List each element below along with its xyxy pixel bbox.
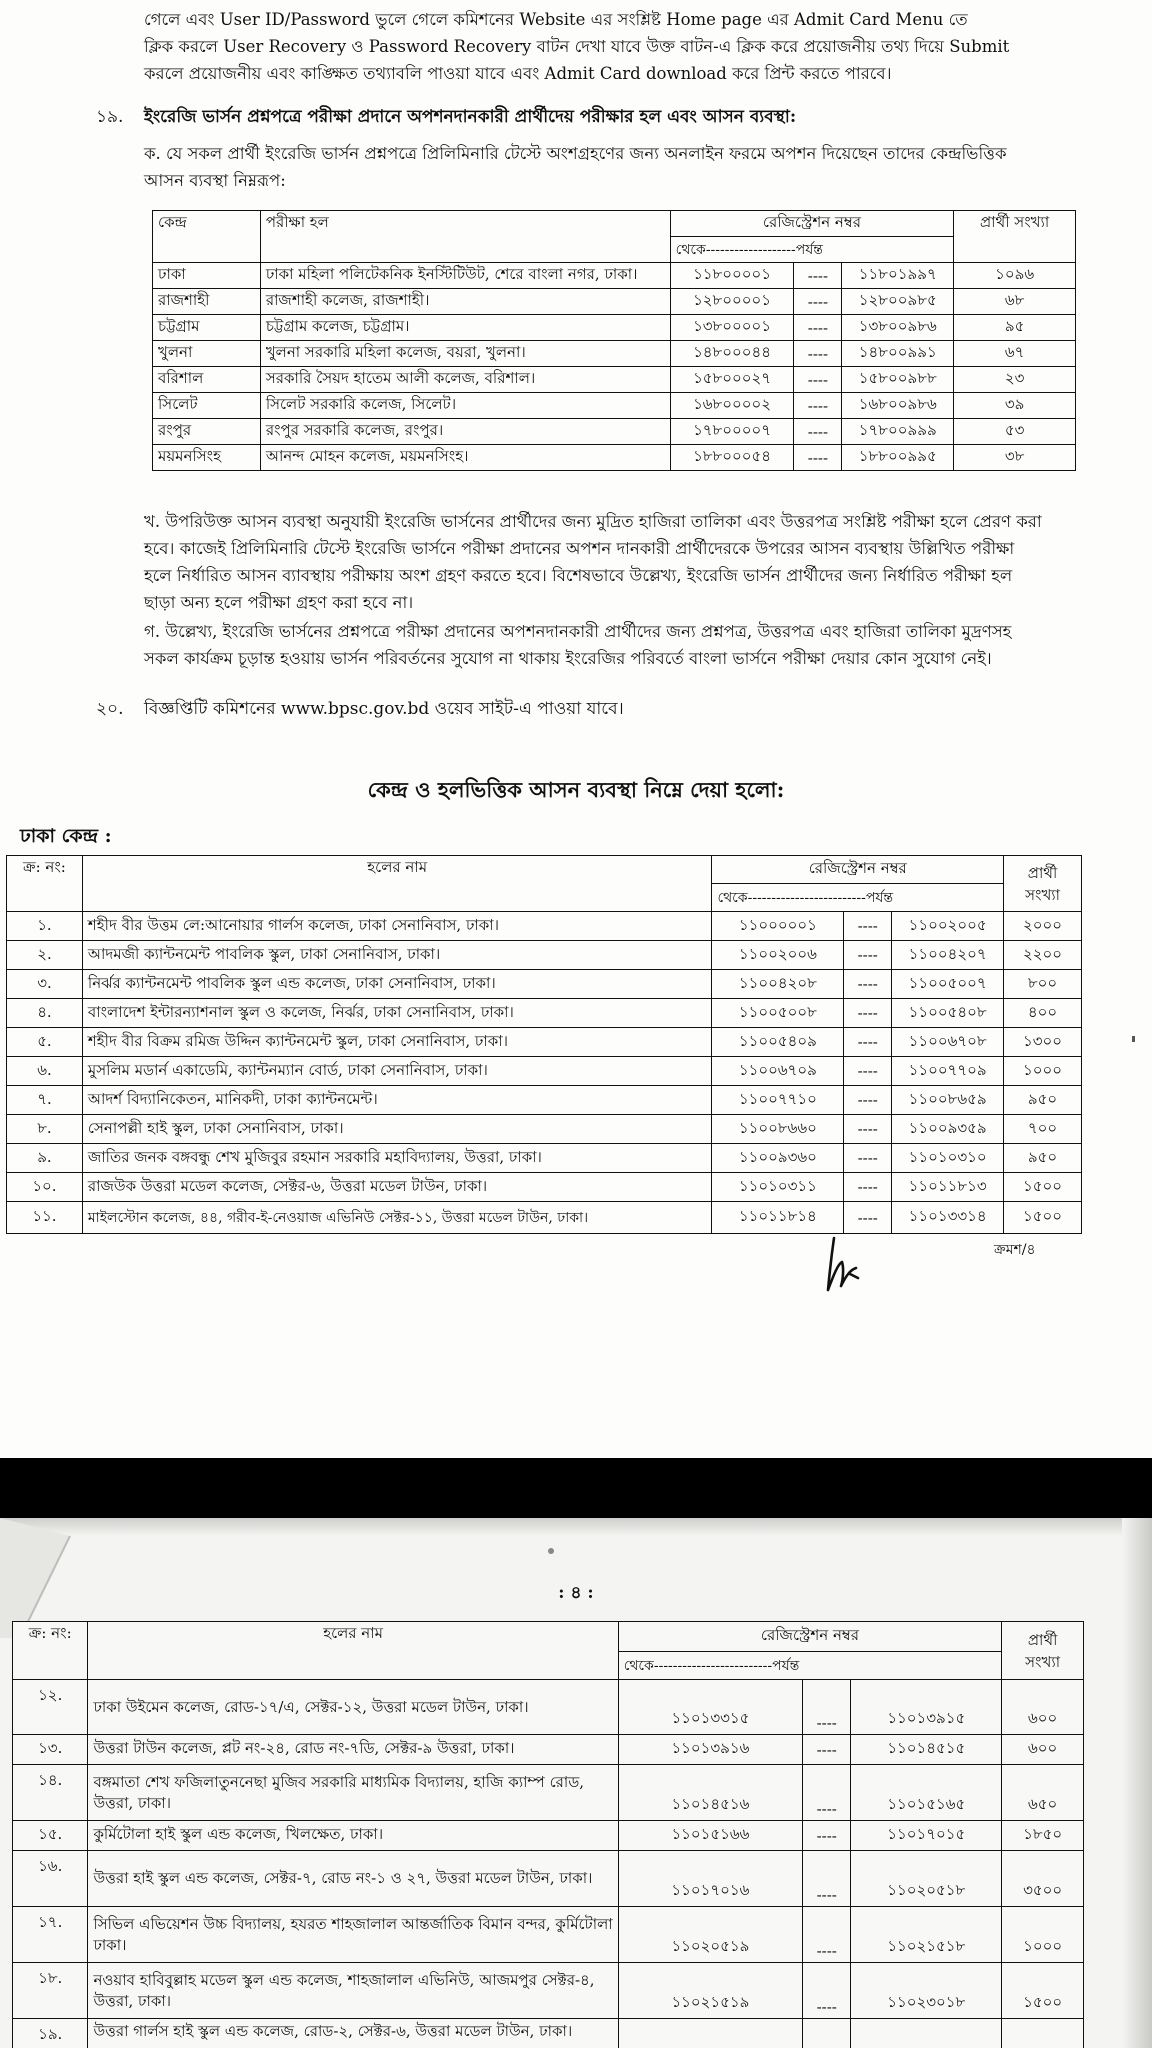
cell-dash: ---- — [844, 912, 892, 941]
cell-to: ১১০২১৫১৮ — [851, 1907, 1002, 1963]
cell-hall: রাজউক উত্তরা মডেল কলেজ, সেক্টর-৬, উত্তরা মডেল টাউন, ঢাকা। — [82, 1173, 712, 1202]
cell-center: ঢাকা — [153, 263, 261, 289]
table-row — [153, 263, 1076, 289]
cell-hall: বঙ্গমাতা শেখ ফজিলাতুননেছা মুজিব সরকারি মাধ্যমিক বিদ্যালয়, হাজি ক্যাম্প রোড, উত্তরা, ঢাকা। — [88, 1765, 618, 1821]
cell-hall: সেনাপল্লী হাই স্কুল, ঢাকা সেনানিবাস, ঢাকা। — [82, 1115, 712, 1144]
section-19-ka — [144, 140, 1084, 194]
cell-to: ১১০১০৩১০ — [892, 1144, 1004, 1173]
section-20-number: ২০. — [96, 699, 124, 719]
cell-from: ১১০০৫০০৮ — [712, 999, 844, 1028]
cell-hall: খুলনা সরকারি মহিলা কলেজ, বয়রা, খুলনা। — [260, 341, 670, 367]
cell-center: চট্টগ্রাম — [153, 315, 261, 341]
kha-line4: ছাড়া অন্য হলে পরীক্ষা গ্রহণ করা হবে না। — [144, 593, 414, 612]
dhaka-center-label: ঢাকা কেন্দ্র : — [20, 825, 112, 847]
cell-dash: ---- — [844, 1057, 892, 1086]
cell-from: ১৮৮০০০৫৪ — [670, 445, 794, 471]
table-row — [13, 1821, 1084, 1851]
cell-to: ১১০০৫০০৭ — [892, 970, 1004, 999]
cell-serial: ৭. — [7, 1086, 83, 1115]
cell-serial: ১৫. — [13, 1821, 88, 1851]
cell-dash: ---- — [803, 1851, 851, 1907]
cell-count: ৬৭ — [954, 341, 1076, 367]
cell-hall: কুর্মিটোলা হাই স্কুল এন্ড কলেজ, খিলক্ষেত, ঢাকা। — [88, 1821, 618, 1851]
page-2-top-shade — [0, 1518, 1152, 1536]
cell-dash: ---- — [794, 289, 842, 315]
cell-dash: ---- — [803, 1907, 851, 1963]
cell-to: ১১০০৫৪০৮ — [892, 999, 1004, 1028]
header-serial: ক্র: নং: — [13, 1622, 88, 1680]
cell-to: ১৭৮০০৯৯৯ — [842, 419, 954, 445]
cell-count: ৭০০ — [1004, 1115, 1082, 1144]
table-row — [153, 315, 1076, 341]
header-hall-name: হলের নাম — [82, 856, 712, 912]
cell-hall: মুসলিম মডার্ন একাডেমি, ক্যান্টনম্যান বোর্ড, ঢাকা সেনানিবাস, ঢাকা। — [82, 1057, 712, 1086]
cell-count: ১৫০০ — [1002, 1963, 1084, 2019]
header-reg: রেজিস্ট্রেশন নম্বর — [618, 1622, 1002, 1652]
cell-serial: ১. — [7, 912, 83, 941]
cell-dash: ---- — [803, 1735, 851, 1765]
cell-dash: ---- — [803, 1680, 851, 1735]
cell-serial: ৪. — [7, 999, 83, 1028]
cell-to: ১১০১৫১৬৫ — [851, 1765, 1002, 1821]
cell-count: ৫৩ — [954, 419, 1076, 445]
header-count: প্রার্থী সংখ্যা — [954, 211, 1076, 263]
cell-from: ১১০০৬৭০৯ — [712, 1057, 844, 1086]
cell-serial: ৫. — [7, 1028, 83, 1057]
table-row — [7, 1115, 1082, 1144]
page-2 — [0, 1518, 1152, 2048]
cell-hall: আদমজী ক্যান্টনমেন্ট পাবলিক স্কুল, ঢাকা সেনানিবাস, ঢাকা। — [82, 941, 712, 970]
cell-dash: ---- — [794, 445, 842, 471]
cell-count: ২৩ — [954, 367, 1076, 393]
cell-to: ১৫৮০০৯৮৮ — [842, 367, 954, 393]
cell-hall: আনন্দ মোহন কলেজ, ময়মনসিংহ। — [260, 445, 670, 471]
cell-dash: ---- — [844, 1173, 892, 1202]
cell-from: ১১০০৮৬৬০ — [712, 1115, 844, 1144]
section-19-number: ১৯. — [96, 107, 124, 127]
cell-to: ১১০২৩০১৮ — [851, 1963, 1002, 2019]
cell-hall: নির্ঝর ক্যান্টনমেন্ট পাবলিক স্কুল এন্ড কলেজ, ঢাকা সেনানিবাস, ঢাকা। — [82, 970, 712, 999]
cell-hall: রংপুর সরকারি কলেজ, রংপুর। — [260, 419, 670, 445]
ga-line2: সকল কার্যক্রম চূড়ান্ত হওয়ায় ভার্সন পরিবর্তনের সুযোগ না থাকায় ইংরেজির পরিবর্তে বাংলা ভার্সনে পরীক্ষা দেয়ার কোন সুযোগ নেই। — [144, 649, 992, 668]
cell-count: ৩৯ — [954, 393, 1076, 419]
cell-hall: রাজশাহী কলেজ, রাজশাহী। — [260, 289, 670, 315]
cell-serial: ১৯. — [13, 2019, 88, 2048]
header-range: থেকে-------------------পর্যন্ত — [670, 237, 954, 263]
signature-icon — [820, 1234, 864, 1296]
cell-to: ১১০০৭৭০৯ — [892, 1057, 1004, 1086]
cell-serial: ১৮. — [13, 1963, 88, 2019]
cell-hall: জাতির জনক বঙ্গবন্ধু শেখ মুজিবুর রহমান সরকারি মহাবিদ্যালয়, উত্তরা, ঢাকা। — [82, 1144, 712, 1173]
cell-hall: সিলেট সরকারি কলেজ, সিলেট। — [260, 393, 670, 419]
cell-from: ১৬৮০০০০২ — [670, 393, 794, 419]
header-count — [1004, 856, 1082, 912]
cell-from: ১৭৮০০০০৭ — [670, 419, 794, 445]
cell-from: ১১০০০০০১ — [712, 912, 844, 941]
ka-line1: ক. যে সকল প্রার্থী ইংরেজি ভার্সন প্রশ্নপত্রে প্রিলিমিনারি টেস্টে অংশগ্রহণের জন্য অনলাইন ফরমে অপশন দিয়েছেন তাদের কেন্দ্রভিত্তিক — [144, 144, 1007, 163]
cell-hall: বাংলাদেশ ইন্টারন্যাশনাল স্কুল ও কলেজ, নির্ঝর, ঢাকা সেনানিবাস, ঢাকা। — [82, 999, 712, 1028]
cell-serial: ১৩. — [13, 1735, 88, 1765]
table-row — [7, 970, 1082, 999]
cell-from — [618, 2019, 802, 2048]
cell-to: ১১০১১৮১৩ — [892, 1173, 1004, 1202]
cell-count: ৯৫ — [954, 315, 1076, 341]
cell-dash: ---- — [803, 1821, 851, 1851]
cell-count: ৬০০ — [1002, 1680, 1084, 1735]
cell-dash: ---- — [844, 1086, 892, 1115]
cell-to: ১৪৮০০৯৯১ — [842, 341, 954, 367]
cell-count: ১৮৫০ — [1002, 1821, 1084, 1851]
cell-count: ৮০০ — [1004, 970, 1082, 999]
cell-serial: ১০. — [7, 1173, 83, 1202]
header-count-line2: সংখ্যা — [1025, 885, 1060, 904]
cell-hall: শহীদ বীর বিক্রম রমিজ উদ্দিন ক্যান্টনমেন্ট স্কুল, ঢাকা সেনানিবাস, ঢাকা। — [82, 1028, 712, 1057]
cell-count: ১৫০০ — [1004, 1173, 1082, 1202]
cell-hall: সিভিল এভিয়েশন উচ্চ বিদ্যালয়, হযরত শাহজালাল আন্তর্জাতিক বিমান বন্দর, কুর্মিটোলা ঢাকা। — [88, 1907, 618, 1963]
cell-serial: ১৪. — [13, 1765, 88, 1821]
ka-line2: আসন ব্যবস্থা নিম্নরূপ: — [144, 171, 286, 190]
kha-line1: খ. উপরিউক্ত আসন ব্যবস্থা অনুযায়ী ইংরেজি ভার্সনের প্রার্থীদের জন্য মুদ্রিত হাজিরা তালিকা এবং উত্তরপত্র সংশ্লিষ্ট পরীক্ষা হলে প্রেরণ করা — [144, 512, 1042, 531]
cell-count: ২০০০ — [1004, 912, 1082, 941]
table-row — [7, 1057, 1082, 1086]
ga-line1: গ. উল্লেখ্য, ইংরেজি ভার্সনের প্রশ্নপত্রে পরীক্ষা প্রদানের অপশনদানকারী প্রার্থীদের জন্য প্রশ্নপত্র, উত্তরপত্র এবং হাজিরা তালিকা মুদ্রণসহ — [144, 622, 1012, 641]
cell-hall: উত্তরা টাউন কলেজ, প্লট নং-২৪, রোড নং-৭ডি, সেক্টর-৯ উত্তরা, ঢাকা। — [88, 1735, 618, 1765]
cell-hall: ঢাকা মহিলা পলিটেকনিক ইনস্টিটিউট, শেরে বাংলা নগর, ঢাকা। — [260, 263, 670, 289]
cell-from: ১২৮০০০০১ — [670, 289, 794, 315]
cell-to: ১১০০২০০৫ — [892, 912, 1004, 941]
cell-center: সিলেট — [153, 393, 261, 419]
cell-to — [851, 2019, 1002, 2048]
cell-count: ১৩০০ — [1004, 1028, 1082, 1057]
cell-hall: আদর্শ বিদ্যানিকেতন, মানিকদী, ঢাকা ক্যান্টনমেন্ট। — [82, 1086, 712, 1115]
cell-serial: ৮. — [7, 1115, 83, 1144]
cell-serial: ১১. — [7, 1202, 83, 1234]
cell-count: ১০৯৬ — [954, 263, 1076, 289]
cell-from: ১১০০৭৭১০ — [712, 1086, 844, 1115]
kha-line3: হলে নির্ধারিত আসন ব্যাবস্থায় পরীক্ষায় অংশ গ্রহণ করতে হবে। বিশেষভাবে উল্লেখ্য, ইংরেজি ভার্সন প্রার্থীদের জন্য নির্ধারিত পরীক্ষা হল — [144, 566, 1013, 585]
cell-from: ১১০১০৩১১ — [712, 1173, 844, 1202]
header-count-line1: প্রার্থী — [1027, 863, 1058, 882]
table-row — [13, 1735, 1084, 1765]
cell-from: ১১০০৫৪০৯ — [712, 1028, 844, 1057]
table-row — [13, 1765, 1084, 1821]
cell-to: ১১০০৪২০৭ — [892, 941, 1004, 970]
header-hall-name: হলের নাম — [88, 1622, 618, 1680]
cell-dash: ---- — [794, 393, 842, 419]
cell-serial: ১২. — [13, 1680, 88, 1735]
cell-from: ১১০১১৮১৪ — [712, 1202, 844, 1234]
folded-corner-icon — [0, 1518, 80, 1638]
table-row — [153, 445, 1076, 471]
cell-dash: ---- — [794, 367, 842, 393]
cell-count: ৬৮ — [954, 289, 1076, 315]
table-row — [7, 1173, 1082, 1202]
header-hall: পরীক্ষা হল — [260, 211, 670, 263]
cell-to: ১২৮০০৯৮৫ — [842, 289, 954, 315]
table-row — [13, 1907, 1084, 1963]
cell-to: ১১০১৭০১৫ — [851, 1821, 1002, 1851]
english-version-table — [152, 210, 1076, 471]
table-row — [7, 1144, 1082, 1173]
cell-count: ৬০০ — [1002, 1735, 1084, 1765]
cell-from: ১৫৮০০০২৭ — [670, 367, 794, 393]
section-19-title: ইংরেজি ভার্সন প্রশ্নপত্রে পরীক্ষা প্রদানে অপশনদানকারী প্রার্থীদেয় পরীক্ষার হল এবং আসন ব্যবস্থা: — [144, 107, 797, 127]
cell-count: ৯৫০ — [1004, 1144, 1082, 1173]
cell-hall: মাইলস্টোন কলেজ, ৪৪, গরীব-ই-নেওয়াজ এভিনিউ সেক্টর-১১, উত্তরা মডেল টাউন, ঢাকা। — [82, 1202, 712, 1234]
cell-dash: ---- — [844, 1202, 892, 1234]
cell-count — [1002, 2019, 1084, 2048]
cell-to: ১৮৮০০৯৯৫ — [842, 445, 954, 471]
table-row — [13, 2019, 1084, 2048]
cell-from: ১১০১৪৫১৬ — [618, 1765, 802, 1821]
continued-label: ক্রমশ/৪ — [994, 1242, 1036, 1258]
cell-from: ১১০১৩৩১৫ — [618, 1680, 802, 1735]
cell-to: ১৩৮০০৯৮৬ — [842, 315, 954, 341]
cell-dash: ---- — [794, 419, 842, 445]
section-20-text: বিজ্ঞপ্তিটি কমিশনের www.bpsc.gov.bd ওয়েব সাইট-এ পাওয়া যাবে। — [144, 699, 624, 719]
table-row — [153, 341, 1076, 367]
cell-dash: ---- — [844, 1028, 892, 1057]
page-number: : ৪ : — [558, 1583, 594, 1603]
cell-hall: নওয়াব হাবিবুল্লাহ মডেল স্কুল এন্ড কলেজ, শাহজালাল এভিনিউ, আজমপুর সেক্টর-৪, উত্তরা, ঢাকা। — [88, 1963, 618, 2019]
cell-hall: ঢাকা উইমেন কলেজ, রোড-১৭/এ, সেক্টর-১২, উত্তরা মডেল টাউন, ঢাকা। — [88, 1680, 618, 1735]
cell-count: ৪০০ — [1004, 999, 1082, 1028]
cell-count: ১০০০ — [1002, 1907, 1084, 1963]
cell-to: ১১০১৪৫১৫ — [851, 1735, 1002, 1765]
cell-hall: উত্তরা হাই স্কুল এন্ড কলেজ, সেক্টর-৭, রোড নং-১ ও ২৭, উত্তরা মডেল টাউন, ঢাকা। — [88, 1851, 618, 1907]
cell-hall: শহীদ বীর উত্তম লে:আনোয়ার গার্লস কলেজ, ঢাকা সেনানিবাস, ঢাকা। — [82, 912, 712, 941]
cell-dash: ---- — [803, 1765, 851, 1821]
cell-from: ১১০০৪২০৮ — [712, 970, 844, 999]
cell-from: ১১০০২০০৬ — [712, 941, 844, 970]
cell-to: ১১০০৮৬৫৯ — [892, 1086, 1004, 1115]
header-count-line2: সংখ্যা — [1025, 1652, 1061, 1671]
dhaka-seating-table-2 — [12, 1621, 1084, 2048]
cell-from: ১১০১৭০১৬ — [618, 1851, 802, 1907]
header-count-line1: প্রার্থী — [1027, 1630, 1058, 1649]
header-reg: রেজিস্ট্রেশন নম্বর — [712, 856, 1004, 884]
section-19-kha — [144, 508, 1084, 616]
kha-line2: হবে। কাজেই প্রিলিমিনারি টেস্টে ইংরেজি ভার্সনে পরীক্ষা প্রদানের অপশন দানকারী প্রার্থীদেরকে উপরের আসন ব্যবস্থায় উল্লিখিত পরীক্ষা — [144, 539, 1015, 558]
cell-count: ১০০০ — [1004, 1057, 1082, 1086]
cell-hall: চট্টগ্রাম কলেজ, চট্টগ্রাম। — [260, 315, 670, 341]
cell-from: ১১০২১৫১৯ — [618, 1963, 802, 2019]
cell-center: রাজশাহী — [153, 289, 261, 315]
cell-from: ১১০১৩৯১৬ — [618, 1735, 802, 1765]
cell-from: ১১০১৫১৬৬ — [618, 1821, 802, 1851]
cell-to: ১৬৮০০৯৮৬ — [842, 393, 954, 419]
cell-dash — [803, 2019, 851, 2048]
cell-count: ৩৫০০ — [1002, 1851, 1084, 1907]
cell-dash: ---- — [844, 999, 892, 1028]
page-separator — [0, 1458, 1152, 1518]
table-row — [7, 1086, 1082, 1115]
cell-dash: ---- — [844, 1144, 892, 1173]
table-row — [13, 1851, 1084, 1907]
table-row — [7, 999, 1082, 1028]
cell-hall: সরকারি সৈয়দ হাতেম আলী কলেজ, বরিশাল। — [260, 367, 670, 393]
section-19-ga — [144, 618, 1084, 672]
cell-hall: উত্তরা গার্লস হাই স্কুল এন্ড কলেজ, রোড-২, সেক্টর-৬, উত্তরা মডেল টাউন, ঢাকা। — [88, 2019, 618, 2048]
header-range: থেকে-------------------------পর্যন্ত — [712, 884, 1004, 912]
cell-from: ১৪৮০০০৪৪ — [670, 341, 794, 367]
table-row — [7, 912, 1082, 941]
top-paragraph-line2: ক্লিক করলে User Recovery ও Password Recovery বাটন দেখা যাবে উক্ত বাটন-এ ক্লিক করে প্রয়োজনীয় তথ্য দিয়ে Submit — [144, 37, 1010, 56]
cell-serial: ৬. — [7, 1057, 83, 1086]
cell-center: খুলনা — [153, 341, 261, 367]
cell-serial: ৯. — [7, 1144, 83, 1173]
cell-dash: ---- — [794, 341, 842, 367]
table-row — [153, 419, 1076, 445]
cell-from: ১১০০৯৩৬০ — [712, 1144, 844, 1173]
dhaka-seating-table-1 — [6, 855, 1082, 1234]
cell-center: ময়মনসিংহ — [153, 445, 261, 471]
top-paragraph-line1: গেলে এবং User ID/Password ভুলে গেলে কমিশনের Website এর সংশ্লিষ্ট Home page এর Admit Card Menu তে — [144, 10, 968, 29]
cell-to: ১১০০৯৩৫৯ — [892, 1115, 1004, 1144]
header-center: কেন্দ্র — [153, 211, 261, 263]
cell-to: ১১০১৩৯১৫ — [851, 1680, 1002, 1735]
cell-from: ১১৮০০০০১ — [670, 263, 794, 289]
cell-to: ১১০১৩৩১৪ — [892, 1202, 1004, 1234]
table-row — [13, 1963, 1084, 2019]
cell-serial: ২. — [7, 941, 83, 970]
cell-to: ১১০২০৫১৮ — [851, 1851, 1002, 1907]
cell-count: ২২০০ — [1004, 941, 1082, 970]
cell-center: রংপুর — [153, 419, 261, 445]
cell-count: ১৫০০ — [1004, 1202, 1082, 1234]
cell-from: ১৩৮০০০০১ — [670, 315, 794, 341]
cell-dash: ---- — [803, 1963, 851, 2019]
header-count — [1002, 1622, 1084, 1680]
cell-serial: ১৬. — [13, 1851, 88, 1907]
header-reg: রেজিস্ট্রেশন নম্বর — [670, 211, 954, 237]
stray-mark — [1132, 1036, 1135, 1042]
cell-dash: ---- — [844, 1115, 892, 1144]
cell-count: ৬৫০ — [1002, 1765, 1084, 1821]
cell-dash: ---- — [844, 941, 892, 970]
top-paragraph-line3: করলে প্রয়োজনীয় এবং কাঙ্ক্ষিত তথ্যাবলি পাওয়া যাবে এবং Admit Card download করে প্রিন্ট করতে পারবে। — [144, 64, 892, 83]
table-row — [13, 1680, 1084, 1735]
cell-dash: ---- — [844, 970, 892, 999]
seating-heading: কেন্দ্র ও হলভিত্তিক আসন ব্যবস্থা নিম্নে দেয়া হলো: — [367, 777, 785, 802]
top-paragraph — [144, 6, 1078, 87]
cell-to: ১১০০৬৭০৮ — [892, 1028, 1004, 1057]
cell-serial: ১৭. — [13, 1907, 88, 1963]
header-range: থেকে-------------------------পর্যন্ত — [618, 1652, 1002, 1680]
cell-center: বরিশাল — [153, 367, 261, 393]
stray-mark — [548, 1548, 554, 1554]
table-row — [7, 1028, 1082, 1057]
cell-from: ১১০২০৫১৯ — [618, 1907, 802, 1963]
cell-dash: ---- — [794, 315, 842, 341]
table-row — [153, 289, 1076, 315]
table-row — [7, 1202, 1082, 1234]
cell-to: ১১৮০১৯৯৭ — [842, 263, 954, 289]
cell-count: ৩৮ — [954, 445, 1076, 471]
table-row — [153, 367, 1076, 393]
cell-count: ৯৫০ — [1004, 1086, 1082, 1115]
cell-dash: ---- — [794, 263, 842, 289]
header-serial: ক্র: নং: — [7, 856, 83, 912]
table-row — [153, 393, 1076, 419]
table-row — [7, 941, 1082, 970]
cell-serial: ৩. — [7, 970, 83, 999]
